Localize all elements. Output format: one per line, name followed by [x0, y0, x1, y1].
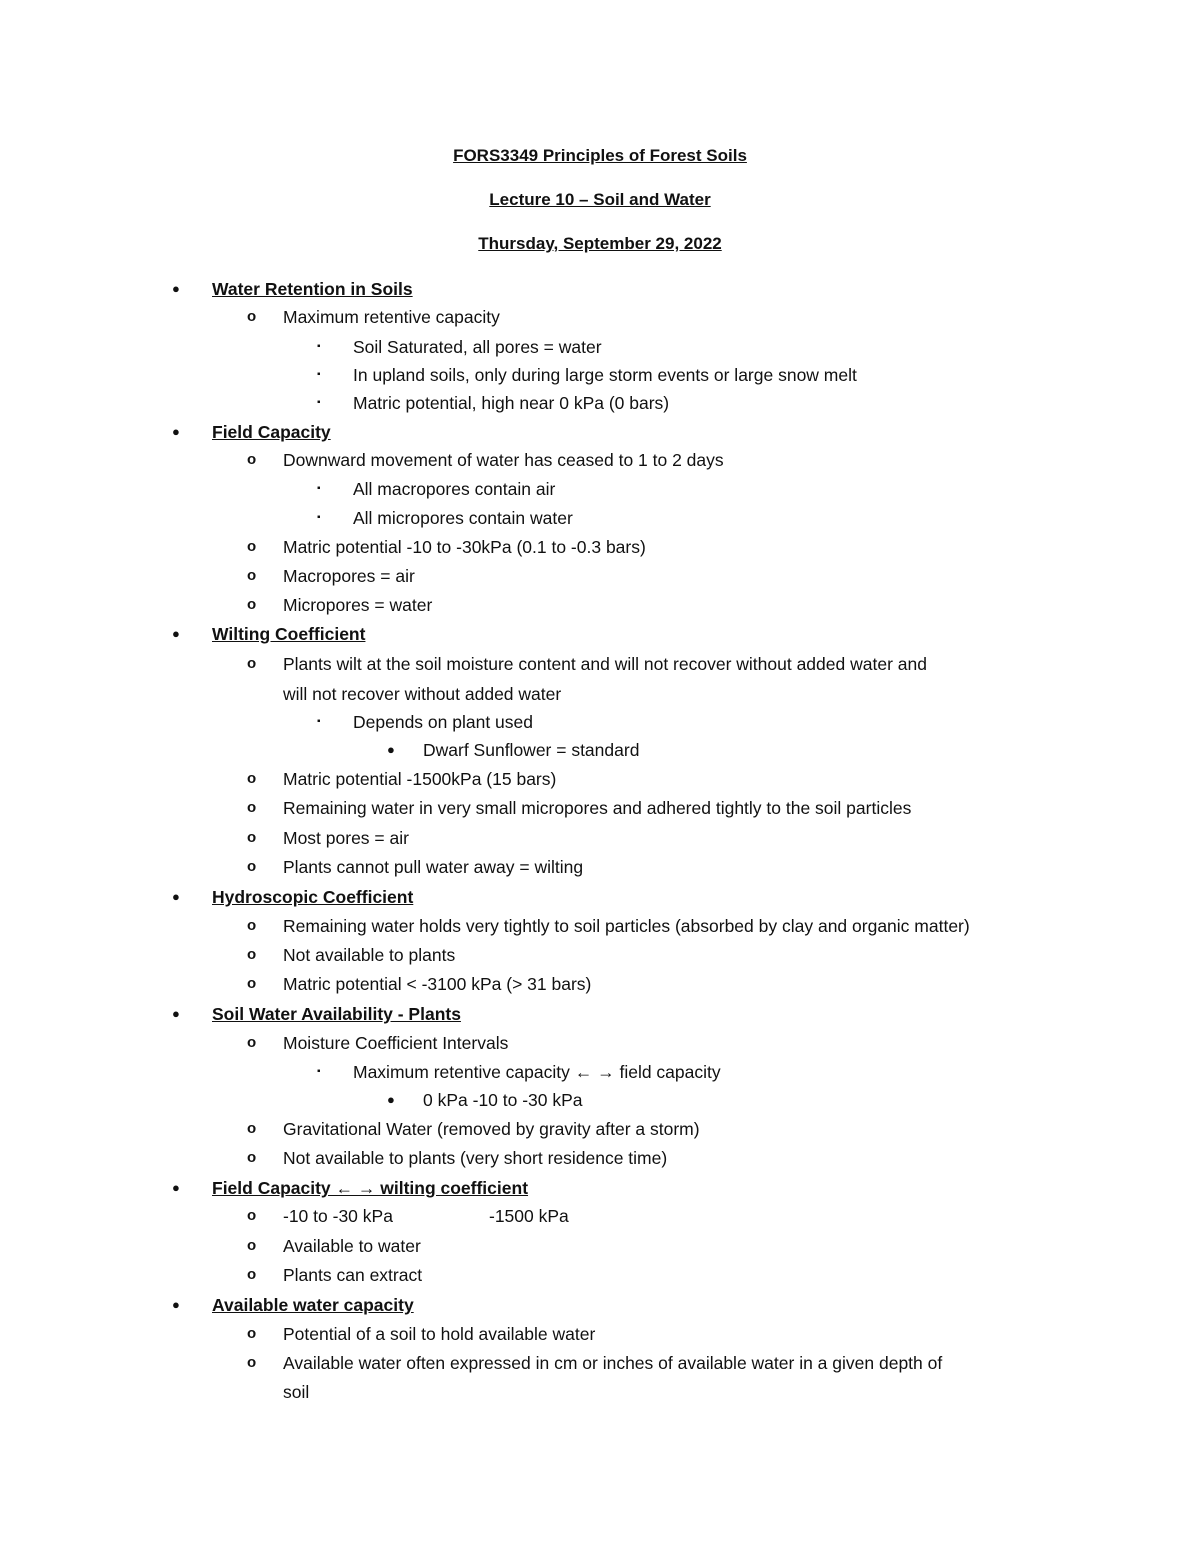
circle-bullet-icon: o	[247, 858, 257, 875]
list-item: Not available to plants	[283, 945, 456, 965]
square-bullet-icon: ▪	[317, 397, 321, 408]
circle-bullet-icon: o	[247, 829, 257, 846]
circle-bullet-icon: o	[247, 655, 257, 672]
lecture-date: Thursday, September 29, 2022	[478, 234, 722, 253]
list-item: Remaining water holds very tightly to soil particles (absorbed by clay and organic matter)	[283, 916, 970, 936]
circle-bullet-icon: o	[247, 1237, 257, 1254]
circle-bullet-icon: o	[247, 451, 257, 468]
bullet-icon: ●	[172, 1180, 180, 1195]
circle-bullet-icon: o	[247, 1325, 257, 1342]
list-item-extra-value: -1500 kPa	[489, 1206, 569, 1226]
bullet-icon: ●	[172, 281, 180, 296]
circle-bullet-icon: o	[247, 917, 257, 934]
section-heading: Wilting Coefficient	[212, 624, 366, 644]
list-item: Plants cannot pull water away = wilting	[283, 857, 584, 877]
circle-bullet-icon: o	[247, 596, 257, 613]
section-heading: Hydroscopic Coefficient	[212, 887, 414, 907]
list-item: All macropores contain air	[353, 479, 556, 499]
circle-bullet-icon: o	[247, 799, 257, 816]
circle-bullet-icon: o	[247, 1120, 257, 1137]
section-heading: Soil Water Availability - Plants	[212, 1004, 461, 1024]
bullet-icon: ●	[172, 889, 180, 904]
list-item: Maximum retentive capacity ← → field capacity	[353, 1062, 721, 1082]
list-item-continuation: soil	[283, 1382, 310, 1402]
list-item: In upland soils, only during large storm events or large snow melt	[353, 365, 857, 385]
list-item: 0 kPa -10 to -30 kPa	[423, 1090, 583, 1110]
list-item: Downward movement of water has ceased to 1 to 2 days	[283, 450, 724, 470]
list-item: Matric potential -10 to -30kPa (0.1 to -0.3 bars)	[283, 537, 646, 557]
circle-bullet-icon: o	[247, 308, 257, 325]
square-bullet-icon: ▪	[317, 341, 321, 352]
square-bullet-icon: ▪	[317, 369, 321, 380]
list-item: Most pores = air	[283, 828, 409, 848]
list-item: Matric potential < -3100 kPa (> 31 bars)	[283, 974, 592, 994]
bullet-icon: ●	[172, 1006, 180, 1021]
circle-bullet-icon: o	[247, 567, 257, 584]
list-item: Moisture Coefficient Intervals	[283, 1033, 509, 1053]
list-item: All micropores contain water	[353, 508, 573, 528]
lecture-title: Lecture 10 – Soil and Water	[489, 190, 711, 209]
circle-bullet-icon: o	[247, 946, 257, 963]
square-bullet-icon: ▪	[317, 716, 321, 727]
circle-bullet-icon: o	[247, 975, 257, 992]
list-item: Matric potential -1500kPa (15 bars)	[283, 769, 557, 789]
list-item: Depends on plant used	[353, 712, 533, 732]
circle-bullet-icon: o	[247, 1207, 257, 1224]
circle-bullet-icon: o	[247, 538, 257, 555]
list-item: Potential of a soil to hold available water	[283, 1324, 596, 1344]
section-heading: Field Capacity	[212, 422, 331, 442]
section-heading: Available water capacity	[212, 1295, 414, 1315]
bullet-icon: ●	[172, 1297, 180, 1312]
list-item: Micropores = water	[283, 595, 433, 615]
bullet-icon: ●	[172, 424, 180, 439]
section-heading: Water Retention in Soils	[212, 279, 413, 299]
course-title: FORS3349 Principles of Forest Soils	[453, 146, 747, 165]
dot-bullet-icon: ●	[387, 1092, 395, 1107]
list-item: -10 to -30 kPa	[283, 1206, 393, 1226]
list-item-continuation: will not recover without added water	[283, 684, 562, 704]
list-item: Gravitational Water (removed by gravity after a storm)	[283, 1119, 700, 1139]
list-item: Soil Saturated, all pores = water	[353, 337, 602, 357]
square-bullet-icon: ▪	[317, 1066, 321, 1077]
square-bullet-icon: ▪	[317, 512, 321, 523]
list-item: Macropores = air	[283, 566, 415, 586]
dot-bullet-icon: ●	[387, 742, 395, 757]
list-item: Remaining water in very small micropores and adhered tightly to the soil particles	[283, 798, 912, 818]
list-item: Not available to plants (very short residence time)	[283, 1148, 668, 1168]
square-bullet-icon: ▪	[317, 483, 321, 494]
list-item: Available to water	[283, 1236, 421, 1256]
list-item: Maximum retentive capacity	[283, 307, 500, 327]
circle-bullet-icon: o	[247, 1266, 257, 1283]
list-item: Available water often expressed in cm or inches of available water in a given depth of	[283, 1353, 943, 1373]
circle-bullet-icon: o	[247, 770, 257, 787]
section-heading: Field Capacity ← → wilting coefficient	[212, 1178, 529, 1198]
circle-bullet-icon: o	[247, 1354, 257, 1371]
list-item: Matric potential, high near 0 kPa (0 bars)	[353, 393, 670, 413]
list-item: Plants wilt at the soil moisture content and will not recover without added water and	[283, 654, 927, 674]
bullet-icon: ●	[172, 626, 180, 641]
circle-bullet-icon: o	[247, 1149, 257, 1166]
list-item: Dwarf Sunflower = standard	[423, 740, 640, 760]
list-item: Plants can extract	[283, 1265, 423, 1285]
circle-bullet-icon: o	[247, 1034, 257, 1051]
